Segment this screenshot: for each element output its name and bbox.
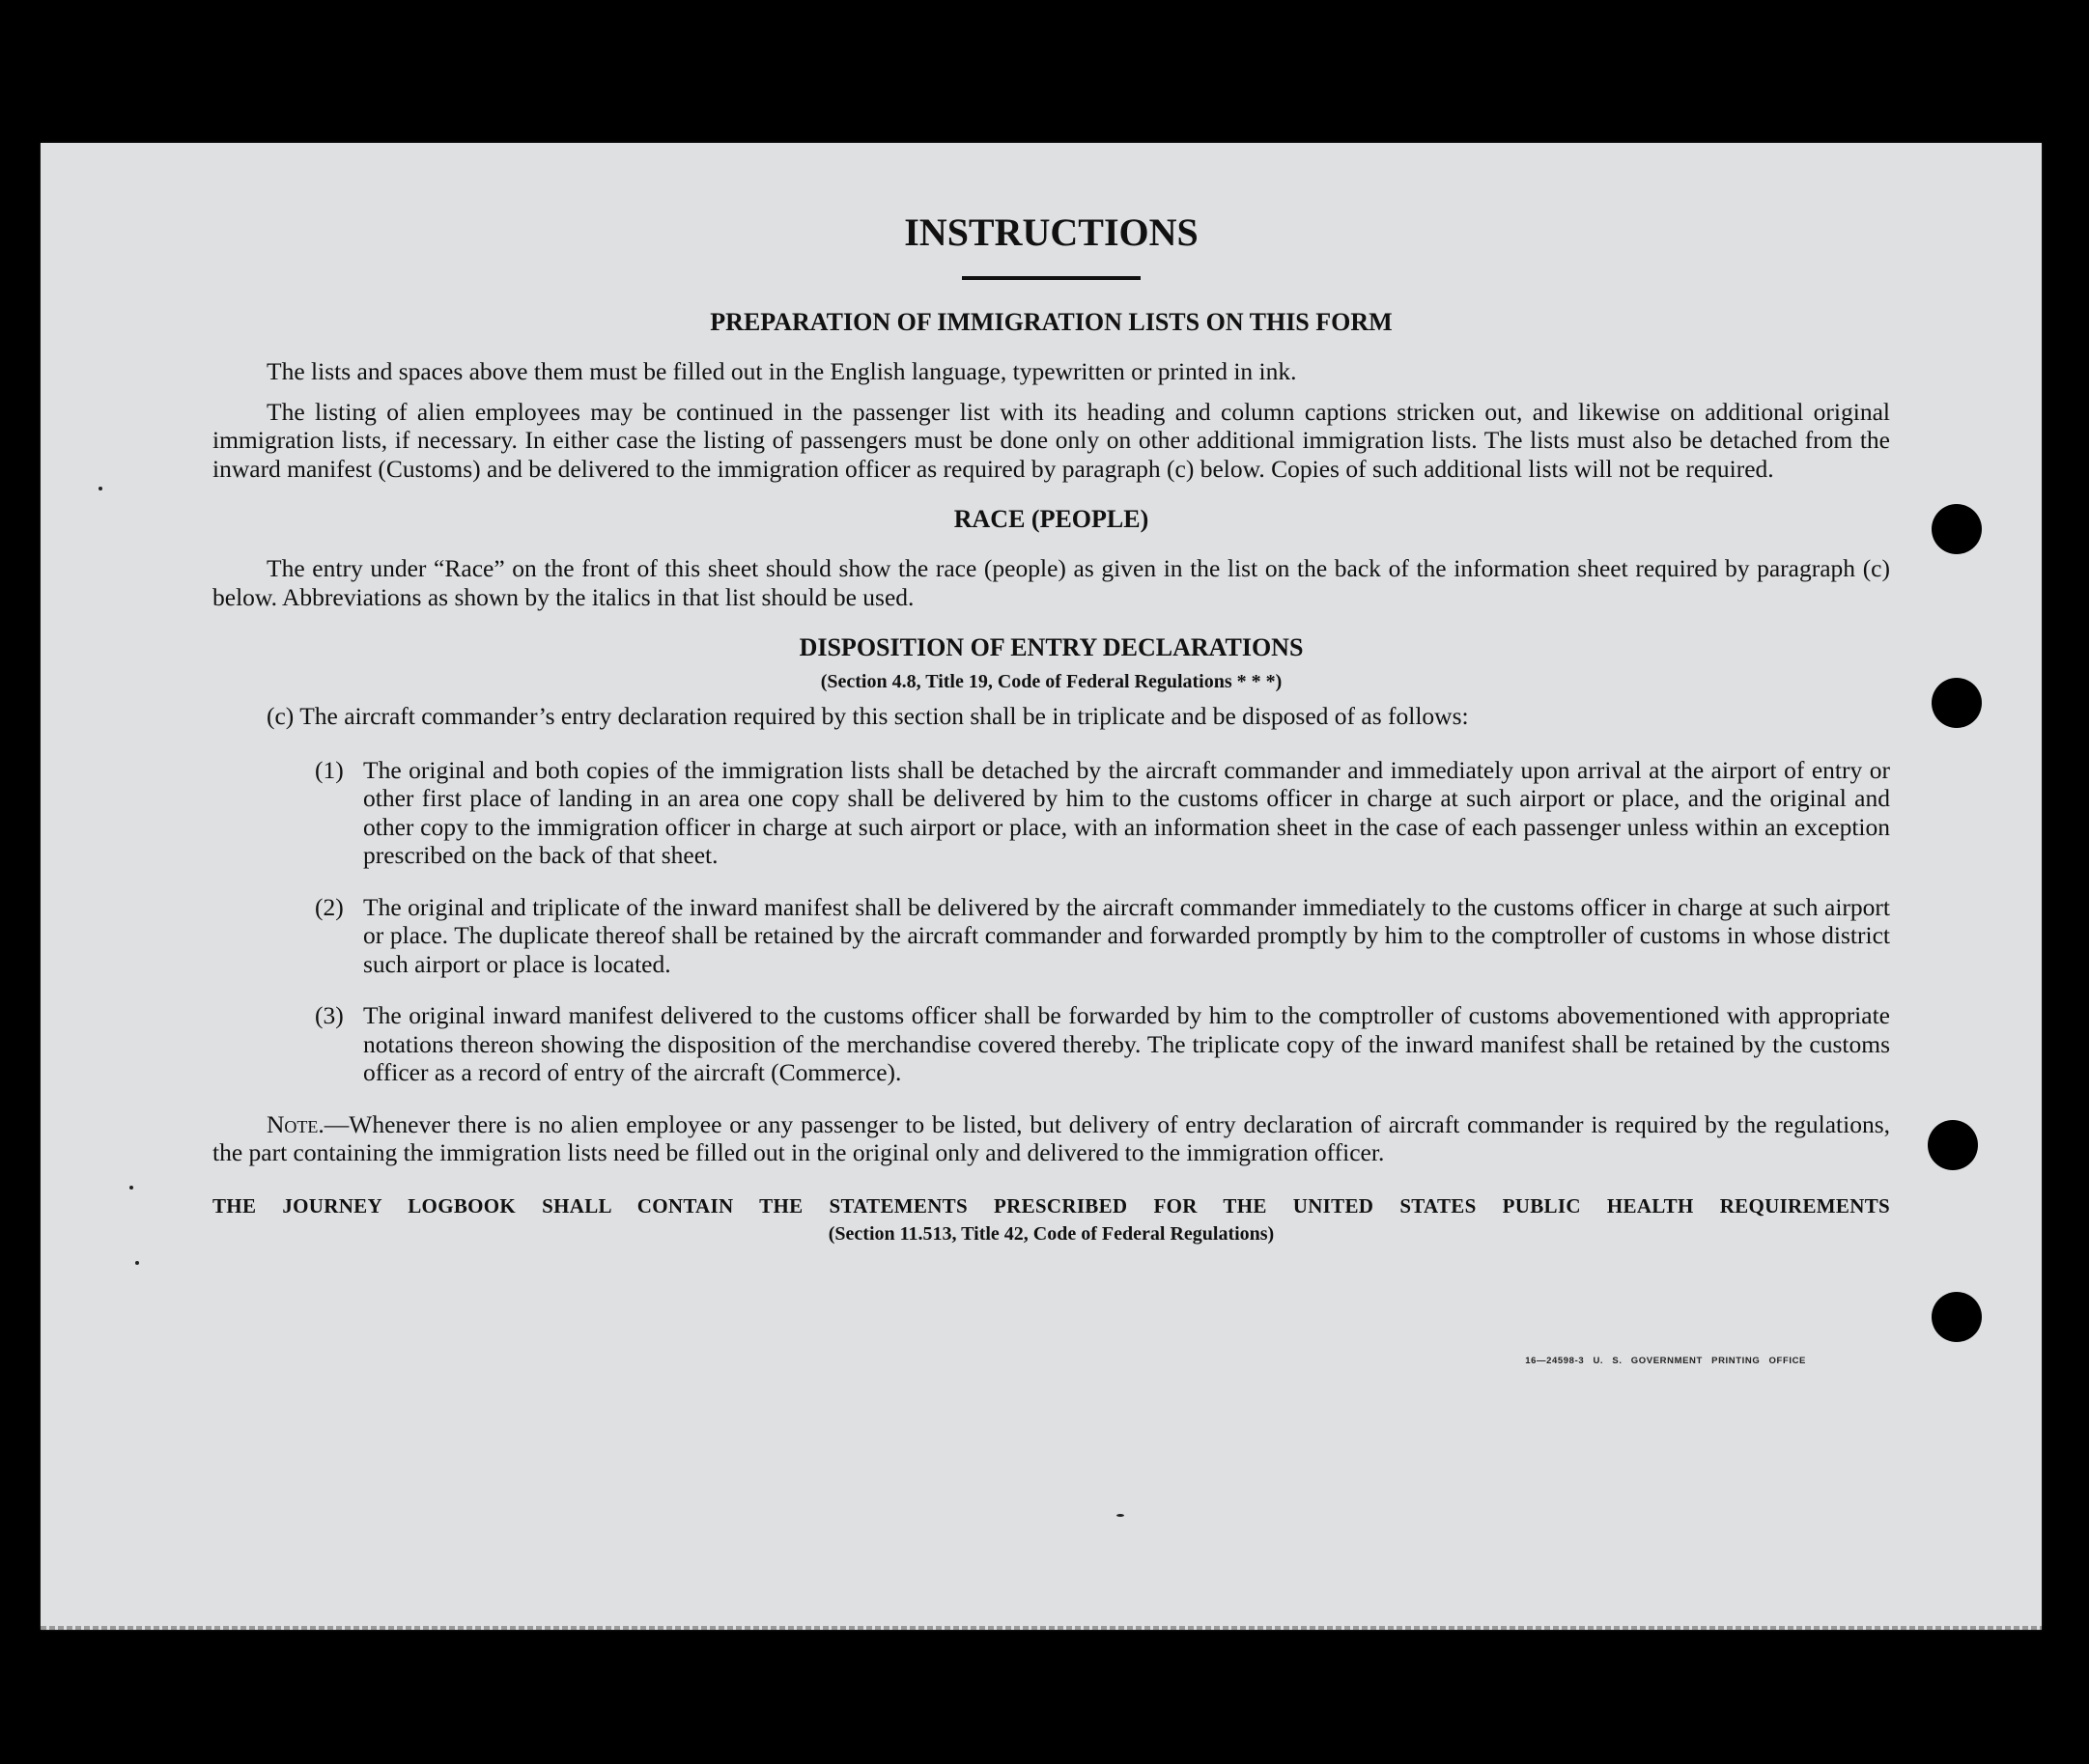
list-item-text: The original inward manifest delivered to the customs officer shall be forwarded by him to the comptroller of customs abovementioned with appropriate notations thereon showing the disposition of the merchandise covered thereby. The triplicate copy of the inward manifest shall be retained by the customs officer as a record of entry of the aircraft (Commerce). [363,1001,1890,1086]
list-item-number: (2) [315,892,344,921]
paper-speck [99,487,102,490]
printer-mark: 16—24598-3 U. S. GOVERNMENT PRINTING OFFICE [1525,1356,1806,1366]
document-sheet [41,143,2042,1630]
citation-title-19: (Section 4.8, Title 19, Code of Federal Regulations * * *) [820,671,1283,692]
title-underline [962,276,1141,280]
paragraph-race: The entry under “Race” on the front of this sheet should show the race (people) as given in the list on the back of the information sheet required by paragraph (c) below. Abbreviations as shown by the italics in that list should be used. [212,554,1890,611]
page-title: INSTRUCTIONS [904,210,1199,254]
sheet-perforated-edge [41,1626,2042,1630]
list-item-text: The original and both copies of the immigration lists shall be detached by the aircraft commander and immediately upon arrival at the airport of entry or other first place of landing in an area one copy shall be delivered by him to the customs officer in charge at such airport or place, and the original and other copy to the immigration officer in charge at such airport or place, with an information sheet in the case of each passenger unless within an exception prescribed on the back of that sheet. [363,755,1890,869]
punch-hole [1932,678,1982,728]
list-item-3 [315,1001,1890,1087]
health-requirements-line: THE JOURNEY LOGBOOK SHALL CONTAIN THE STATEMENTS PRESCRIBED FOR THE UNITED STATES PUBLIC HEALTH REQUIREMENTS [212,1193,1890,1218]
section-heading-race: RACE (PEOPLE) [953,505,1149,533]
list-item-2 [315,893,1890,979]
list-item-text: The original and triplicate of the inward manifest shall be delivered by the aircraft commander immediately to the customs officer in charge at such airport or place. The duplicate thereof shall be retained by the aircraft commander and forwarded promptly by him to the comptroller of customs in whose district such airport or place is located. [363,892,1890,978]
paragraph-note [212,1110,1890,1167]
note-text: —Whenever there is no alien employee or any passenger to be listed, but delivery of entry declaration of aircraft commander is required by the regulations, the part containing the immigration lists need be filled out in the original only and delivered to the immigration officer. [212,1109,1890,1166]
list-item-1 [315,756,1890,870]
citation-title-42: (Section 11.513, Title 42, Code of Federal Regulations) [828,1222,1275,1245]
punch-hole [1928,1120,1978,1170]
paper-speck [129,1186,133,1190]
punch-hole [1932,504,1982,554]
section-heading-disposition: DISPOSITION OF ENTRY DECLARATIONS [799,633,1304,661]
document-content [212,210,1890,1246]
section-heading-preparation: PREPARATION OF IMMIGRATION LISTS ON THIS FORM [710,308,1393,336]
list-item-number: (1) [315,755,344,784]
paragraph-alien-employees: The listing of alien employees may be continued in the passenger list with its heading and column captions stricken out, and likewise on additional original immigration lists, if necessary. In either case the listing of passengers must be done only on other additional immigration lists. The lists must also be detached from the inward manifest (Customs) and be delivered to the immigration officer as required by paragraph (c) below. Copies of such additional lists will not be required. [212,397,1890,483]
paragraph-language: The lists and spaces above them must be filled out in the English language, typewritten or printed in ink. [267,357,1297,385]
paper-speck [135,1261,139,1265]
paragraph-c-lead: (c) The aircraft commander’s entry declaration required by this section shall be in triplicate and be disposed of as follows: [267,702,1469,730]
paper-speck [1116,1514,1124,1517]
punch-hole [1932,1292,1982,1342]
note-label: Note. [267,1109,325,1138]
list-item-number: (3) [315,1001,344,1029]
